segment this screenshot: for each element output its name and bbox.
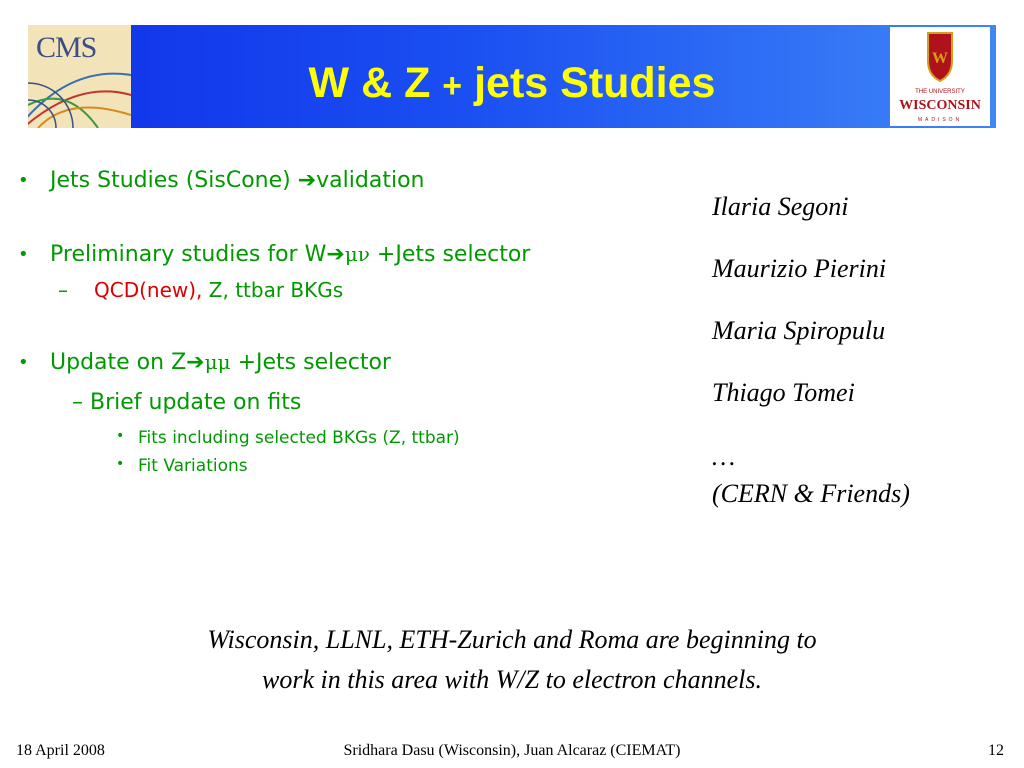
author-name: Maurizio Pierini bbox=[712, 254, 887, 283]
svg-text:W: W bbox=[932, 50, 948, 67]
svg-text:THE UNIVERSITY: THE UNIVERSITY bbox=[915, 89, 965, 95]
sub-item-fits: – Brief update on fits bbox=[72, 390, 302, 415]
author-name: Maria Spiropulu bbox=[712, 316, 886, 345]
svg-text:WISCONSIN: WISCONSIN bbox=[899, 98, 981, 113]
footer-authors: Sridhara Dasu (Wisconsin), Juan Alcaraz (CIEMAT) bbox=[343, 742, 681, 759]
uw-logo bbox=[890, 27, 990, 126]
title-bar bbox=[28, 25, 996, 128]
svg-text:MADISON: MADISON bbox=[917, 117, 963, 123]
uw-crest-icon bbox=[890, 27, 990, 126]
footer-date: 18 April 2008 bbox=[16, 742, 105, 759]
page-number: 12 bbox=[988, 742, 1004, 759]
slide-title: W & Z + jets Studies bbox=[308, 59, 716, 107]
note-line: Wisconsin, LLNL, ETH-Zurich and Roma are beginning to bbox=[207, 625, 817, 654]
note-line: work in this area with W/Z to electron channels. bbox=[262, 665, 762, 694]
cms-logo-text: CMS bbox=[36, 31, 97, 64]
author-name: Ilaria Segoni bbox=[712, 192, 849, 221]
ellipsis: … bbox=[712, 442, 736, 471]
closing-note bbox=[60, 620, 964, 700]
author-name: Thiago Tomei bbox=[712, 378, 855, 407]
author-name: (CERN & Friends) bbox=[712, 479, 910, 508]
